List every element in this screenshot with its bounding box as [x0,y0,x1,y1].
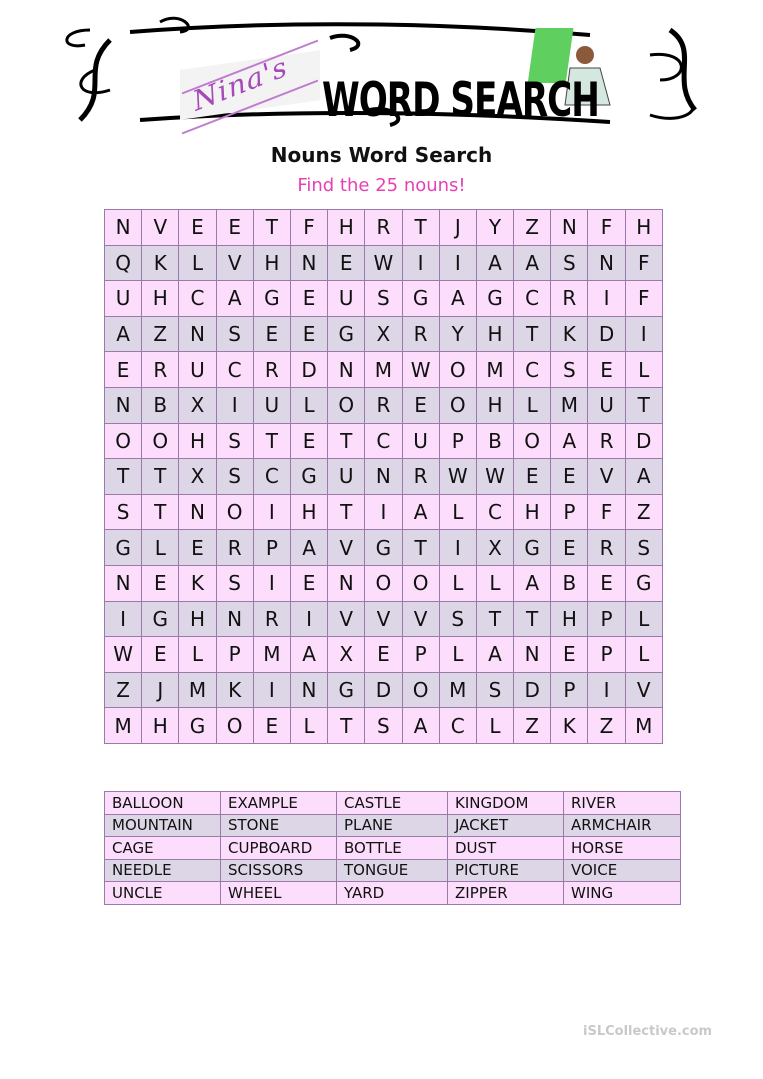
grid-cell[interactable]: E [179,530,216,566]
grid-cell[interactable]: T [253,423,290,459]
grid-cell[interactable]: S [476,672,513,708]
grid-cell[interactable]: S [551,352,588,388]
word-list-item: MOUNTAIN [105,814,221,837]
word-list-item: HORSE [564,837,681,860]
grid-cell[interactable]: S [365,281,402,317]
grid-cell[interactable]: N [216,601,253,637]
word-list-item: CASTLE [337,792,448,815]
grid-cell[interactable]: A [625,459,662,495]
grid-cell[interactable]: S [625,530,662,566]
grid-row [105,530,663,566]
grid-cell[interactable]: O [216,494,253,530]
grid-cell[interactable]: A [402,708,439,744]
grid-cell[interactable]: I [588,281,625,317]
grid-cell[interactable]: T [142,459,179,495]
grid-cell[interactable]: G [105,530,142,566]
grid-cell[interactable]: S [216,423,253,459]
word-list-item: KINGDOM [448,792,564,815]
grid-cell[interactable]: Z [514,210,551,246]
word-list-item: WHEEL [221,882,337,905]
grid-cell[interactable]: N [551,210,588,246]
grid-cell[interactable]: S [216,565,253,601]
grid-cell[interactable]: A [476,637,513,673]
grid-cell[interactable]: L [179,637,216,673]
grid-cell[interactable]: S [365,708,402,744]
grid-cell[interactable]: Q [105,245,142,281]
grid-cell[interactable]: K [179,565,216,601]
grid-cell[interactable]: V [142,210,179,246]
grid-cell[interactable]: A [105,316,142,352]
grid-cell[interactable]: H [551,601,588,637]
header-banner [50,10,710,135]
grid-row [105,316,663,352]
grid-cell[interactable]: G [514,530,551,566]
grid-cell[interactable]: O [439,387,476,423]
grid-cell[interactable]: A [439,281,476,317]
grid-cell[interactable]: E [290,423,327,459]
grid-cell[interactable]: L [625,601,662,637]
grid-cell[interactable]: N [179,316,216,352]
grid-cell[interactable]: D [514,672,551,708]
word-list-item: YARD [337,882,448,905]
grid-row [105,352,663,388]
grid-cell[interactable]: I [625,316,662,352]
grid-cell[interactable]: T [253,210,290,246]
grid-cell[interactable]: X [328,637,365,673]
grid-cell[interactable]: U [402,423,439,459]
letter-grid [104,209,663,744]
grid-cell[interactable]: J [439,210,476,246]
grid-cell[interactable]: G [476,281,513,317]
grid-cell[interactable]: O [142,423,179,459]
grid-cell[interactable]: G [328,672,365,708]
grid-cell[interactable]: T [625,387,662,423]
grid-cell[interactable]: P [551,494,588,530]
grid-cell[interactable]: B [551,565,588,601]
grid-cell[interactable]: N [105,565,142,601]
word-list-row [105,837,681,860]
grid-cell[interactable]: G [402,281,439,317]
grid-cell[interactable]: E [253,316,290,352]
grid-cell[interactable]: P [588,637,625,673]
word-list-item: CAGE [105,837,221,860]
grid-cell[interactable]: L [439,637,476,673]
word-list-item: EXAMPLE [221,792,337,815]
grid-cell[interactable]: H [476,316,513,352]
grid-cell[interactable]: E [514,459,551,495]
grid-cell[interactable]: N [179,494,216,530]
grid-cell[interactable]: G [142,601,179,637]
grid-cell[interactable]: E [588,565,625,601]
grid-cell[interactable]: F [588,210,625,246]
grid-cell[interactable]: T [514,316,551,352]
grid-cell[interactable]: E [365,637,402,673]
grid-cell[interactable]: G [328,316,365,352]
grid-cell[interactable]: P [216,637,253,673]
word-list-item: WING [564,882,681,905]
grid-cell[interactable]: I [439,530,476,566]
grid-cell[interactable]: L [476,708,513,744]
grid-cell[interactable]: N [514,637,551,673]
grid-cell[interactable]: L [514,387,551,423]
grid-cell[interactable]: N [105,387,142,423]
grid-cell[interactable]: C [253,459,290,495]
grid-cell[interactable]: R [142,352,179,388]
grid-cell[interactable]: N [328,352,365,388]
grid-cell[interactable]: C [179,281,216,317]
grid-cell[interactable]: P [253,530,290,566]
grid-cell[interactable]: R [253,601,290,637]
grid-cell[interactable]: E [551,530,588,566]
grid-cell[interactable]: V [328,530,365,566]
grid-cell[interactable]: R [551,281,588,317]
grid-cell[interactable]: H [179,423,216,459]
grid-cell[interactable]: D [365,672,402,708]
grid-cell[interactable]: S [216,316,253,352]
grid-cell[interactable]: H [179,601,216,637]
grid-cell[interactable]: G [365,530,402,566]
word-list-item: STONE [221,814,337,837]
grid-row [105,210,663,246]
grid-cell[interactable]: I [253,494,290,530]
word-list-item: BALLOON [105,792,221,815]
grid-cell[interactable]: K [142,245,179,281]
grid-cell[interactable]: O [105,423,142,459]
grid-cell[interactable]: U [328,459,365,495]
word-list-item: RIVER [564,792,681,815]
grid-cell[interactable]: V [365,601,402,637]
grid-cell[interactable]: X [476,530,513,566]
word-list [104,791,681,905]
grid-cell[interactable]: C [216,352,253,388]
grid-cell[interactable]: F [588,494,625,530]
grid-cell[interactable]: O [402,672,439,708]
grid-cell[interactable]: A [290,530,327,566]
word-list-row [105,882,681,905]
grid-cell[interactable]: V [216,245,253,281]
grid-cell[interactable]: G [290,459,327,495]
grid-cell[interactable]: A [216,281,253,317]
brand-script: Nina's [189,50,291,118]
grid-cell[interactable]: G [253,281,290,317]
grid-cell[interactable]: R [402,316,439,352]
grid-cell[interactable]: T [514,601,551,637]
grid-cell[interactable]: Y [476,210,513,246]
grid-cell[interactable]: O [365,565,402,601]
grid-cell[interactable]: T [402,210,439,246]
grid-cell[interactable]: D [588,316,625,352]
grid-cell[interactable]: K [216,672,253,708]
word-list-item: UNCLE [105,882,221,905]
grid-row [105,601,663,637]
grid-cell[interactable]: H [625,210,662,246]
grid-cell[interactable]: E [588,352,625,388]
grid-cell[interactable]: A [551,423,588,459]
grid-cell[interactable]: C [476,494,513,530]
grid-cell[interactable]: R [588,530,625,566]
grid-cell[interactable]: O [402,565,439,601]
grid-cell[interactable]: R [253,352,290,388]
grid-cell[interactable]: Z [142,316,179,352]
grid-cell[interactable]: G [625,565,662,601]
grid-row [105,459,663,495]
grid-cell[interactable]: O [328,387,365,423]
word-list-item: SCISSORS [221,859,337,882]
grid-cell[interactable]: O [216,708,253,744]
page-subtitle: Find the 25 nouns! [297,175,466,196]
grid-cell[interactable]: H [290,494,327,530]
grid-cell[interactable]: G [179,708,216,744]
grid-cell[interactable]: W [365,245,402,281]
grid-cell[interactable]: B [142,387,179,423]
grid-cell[interactable]: M [179,672,216,708]
grid-cell[interactable]: I [253,672,290,708]
grid-cell[interactable]: M [105,708,142,744]
word-list-item: BOTTLE [337,837,448,860]
grid-cell[interactable]: K [551,708,588,744]
grid-cell[interactable]: I [365,494,402,530]
grid-cell[interactable]: Z [105,672,142,708]
grid-cell[interactable]: X [179,387,216,423]
word-list-item: PLANE [337,814,448,837]
grid-cell[interactable]: L [476,565,513,601]
grid-cell[interactable]: N [290,245,327,281]
grid-row [105,565,663,601]
grid-cell[interactable]: C [514,352,551,388]
grid-row [105,637,663,673]
grid-cell[interactable]: I [105,601,142,637]
grid-cell[interactable]: R [588,423,625,459]
grid-cell[interactable]: I [439,245,476,281]
word-list-item: ZIPPER [448,882,564,905]
grid-cell[interactable]: W [105,637,142,673]
footer-watermark: iSLCollective.com [583,1024,713,1039]
grid-cell[interactable]: Z [514,708,551,744]
grid-cell[interactable]: U [179,352,216,388]
grid-cell[interactable]: F [625,281,662,317]
grid-cell[interactable]: E [142,637,179,673]
grid-cell[interactable]: P [402,637,439,673]
grid-cell[interactable]: F [625,245,662,281]
grid-cell[interactable]: M [551,387,588,423]
grid-cell[interactable]: H [514,494,551,530]
word-list-item: TONGUE [337,859,448,882]
grid-cell[interactable]: E [105,352,142,388]
grid-row [105,423,663,459]
grid-cell[interactable]: E [551,637,588,673]
word-list-row [105,859,681,882]
grid-cell[interactable]: L [625,637,662,673]
grid-cell[interactable]: M [625,708,662,744]
grid-cell[interactable]: M [253,637,290,673]
grid-cell[interactable]: U [328,281,365,317]
grid-cell[interactable]: S [439,601,476,637]
grid-cell[interactable]: M [439,672,476,708]
grid-cell[interactable]: R [216,530,253,566]
grid-cell[interactable]: I [253,565,290,601]
grid-row [105,281,663,317]
grid-cell[interactable]: R [402,459,439,495]
grid-cell[interactable]: T [105,459,142,495]
grid-cell[interactable]: K [551,316,588,352]
grid-row [105,387,663,423]
grid-cell[interactable]: T [142,494,179,530]
grid-cell[interactable]: B [476,423,513,459]
grid-row [105,672,663,708]
word-list-item: NEEDLE [105,859,221,882]
grid-cell[interactable]: F [290,210,327,246]
grid-cell[interactable]: X [365,316,402,352]
grid-cell[interactable]: U [588,387,625,423]
grid-cell[interactable]: N [365,459,402,495]
grid-cell[interactable]: H [142,708,179,744]
grid-cell[interactable]: C [365,423,402,459]
grid-cell[interactable]: E [290,281,327,317]
grid-cell[interactable]: O [514,423,551,459]
grid-cell[interactable]: U [105,281,142,317]
grid-cell[interactable]: N [105,210,142,246]
grid-cell[interactable]: M [476,352,513,388]
grid-cell[interactable]: A [476,245,513,281]
grid-cell[interactable]: C [439,708,476,744]
grid-cell[interactable]: L [290,708,327,744]
grid-cell[interactable]: W [439,459,476,495]
grid-cell[interactable]: T [328,494,365,530]
grid-cell[interactable]: I [290,601,327,637]
grid-cell[interactable]: L [439,494,476,530]
grid-cell[interactable]: A [514,565,551,601]
grid-cell[interactable]: E [290,565,327,601]
grid-cell[interactable]: E [179,210,216,246]
grid-cell[interactable]: V [625,672,662,708]
grid-cell[interactable]: E [290,316,327,352]
grid-cell[interactable]: H [328,210,365,246]
word-list-item: DUST [448,837,564,860]
grid-cell[interactable]: P [588,601,625,637]
grid-cell[interactable]: T [328,708,365,744]
word-list-item: CUPBOARD [221,837,337,860]
grid-cell[interactable]: T [328,423,365,459]
grid-cell[interactable]: J [142,672,179,708]
grid-cell[interactable]: R [365,387,402,423]
grid-cell[interactable]: S [551,245,588,281]
word-list-item: ARMCHAIR [564,814,681,837]
word-list-item: PICTURE [448,859,564,882]
grid-row [105,708,663,744]
grid-cell[interactable]: H [142,281,179,317]
grid-cell[interactable]: E [142,565,179,601]
word-list-row [105,792,681,815]
grid-cell[interactable]: L [142,530,179,566]
grid-row [105,494,663,530]
grid-cell[interactable]: C [514,281,551,317]
grid-cell[interactable]: M [365,352,402,388]
word-list-item: JACKET [448,814,564,837]
grid-cell[interactable]: E [402,387,439,423]
grid-cell[interactable]: P [551,672,588,708]
grid-cell[interactable]: U [253,387,290,423]
grid-cell[interactable]: L [439,565,476,601]
grid-cell[interactable]: I [216,387,253,423]
grid-cell[interactable]: S [216,459,253,495]
grid-cell[interactable]: Z [625,494,662,530]
grid-cell[interactable]: E [551,459,588,495]
word-list-item: VOICE [564,859,681,882]
grid-cell[interactable]: D [625,423,662,459]
grid-cell[interactable]: O [439,352,476,388]
brand-title: WORD SEARCH [322,72,599,127]
grid-cell[interactable]: A [290,637,327,673]
grid-cell[interactable]: Y [439,316,476,352]
grid-cell[interactable]: S [105,494,142,530]
grid-cell[interactable]: L [290,387,327,423]
grid-cell[interactable]: E [216,210,253,246]
grid-cell[interactable]: T [476,601,513,637]
grid-cell[interactable]: I [402,245,439,281]
grid-cell[interactable]: A [402,494,439,530]
grid-cell[interactable]: P [439,423,476,459]
word-list-row [105,814,681,837]
grid-cell[interactable]: W [402,352,439,388]
grid-cell[interactable]: N [588,245,625,281]
grid-row [105,245,663,281]
grid-cell[interactable]: W [476,459,513,495]
grid-cell[interactable]: N [328,565,365,601]
grid-cell[interactable]: D [290,352,327,388]
grid-cell[interactable]: Z [588,708,625,744]
grid-cell[interactable]: I [588,672,625,708]
grid-cell[interactable]: V [402,601,439,637]
grid-cell[interactable]: N [290,672,327,708]
grid-cell[interactable]: V [328,601,365,637]
page-title: Nouns Word Search [270,143,493,167]
grid-cell[interactable]: V [588,459,625,495]
grid-cell[interactable]: T [402,530,439,566]
grid-cell[interactable]: E [328,245,365,281]
grid-cell[interactable]: A [514,245,551,281]
grid-cell[interactable]: R [365,210,402,246]
grid-cell[interactable]: E [253,708,290,744]
grid-cell[interactable]: X [179,459,216,495]
grid-cell[interactable]: H [476,387,513,423]
grid-cell[interactable]: H [253,245,290,281]
grid-cell[interactable]: L [625,352,662,388]
grid-cell[interactable]: L [179,245,216,281]
